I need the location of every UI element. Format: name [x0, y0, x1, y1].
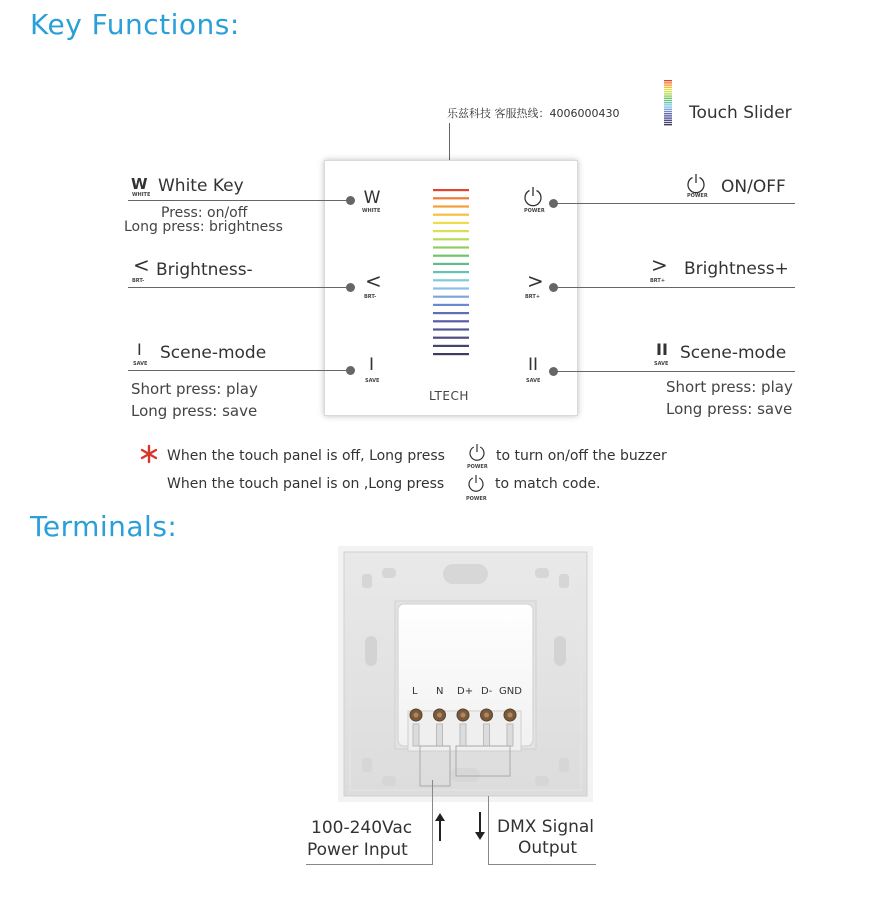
scene-left-leader-line: [128, 370, 352, 371]
white-key-legend-tag: WHITE: [132, 192, 151, 198]
slider-legend-segment: [664, 106, 672, 107]
brightness-plus-label: Brightness+: [684, 259, 789, 279]
slider-legend-segment: [664, 120, 672, 121]
slider-segment: [433, 296, 469, 298]
onoff-label: ON/OFF: [721, 177, 786, 197]
slider-segment: [433, 320, 469, 322]
terminal-screw-head: [461, 713, 466, 718]
slider-segment: [433, 230, 469, 232]
brightness-plus-button[interactable]: >: [527, 269, 544, 293]
slider-legend-segment: [664, 113, 672, 114]
scene-left-legend-glyph: I: [137, 340, 142, 359]
dmx-output-caption-1: DMX Signal: [497, 817, 595, 837]
white-key-tag: WHITE: [362, 208, 381, 214]
slider-segment: [433, 238, 469, 240]
brightness-plus-legend-glyph: >: [651, 253, 668, 277]
wire-bundle: [456, 746, 510, 776]
terminal-screw-row: [338, 546, 593, 802]
slider-segment: [433, 246, 469, 248]
slider-segment: [433, 189, 469, 191]
scene-left-desc-2: Long press: save: [131, 402, 258, 420]
brightness-minus-label: Brightness-: [156, 260, 253, 280]
scene-right-legend-tag: SAVE: [654, 361, 669, 367]
power-icon: [522, 185, 544, 207]
scene-right-desc-1: Short press: play: [666, 378, 793, 396]
brightness-plus-tag: BRT+: [525, 294, 541, 300]
terminal-label-l: L: [412, 686, 418, 697]
terminal-wire: [437, 724, 443, 746]
slider-segment: [433, 222, 469, 224]
terminals-heading: Terminals:: [30, 510, 178, 543]
power-input-caption-1: 100-240Vac: [311, 818, 413, 838]
slider-segment: [433, 279, 469, 281]
brightness-minus-button[interactable]: <: [365, 269, 382, 293]
slider-legend-segment: [664, 117, 672, 118]
arrow-up-icon: [434, 812, 446, 846]
terminal-backplate: [338, 546, 593, 802]
power-input-caption-2: Power Input: [307, 840, 408, 860]
scene-right-leader-line: [554, 371, 795, 372]
slider-legend-segment: [664, 82, 672, 83]
scene-left-leader-dot: [346, 366, 355, 375]
brightness-minus-leader-dot: [346, 283, 355, 292]
arrow-down-icon: [474, 811, 486, 845]
key-functions-heading: Key Functions:: [30, 8, 240, 41]
slider-segment: [433, 312, 469, 314]
terminal-label-dplus: D+: [457, 686, 474, 697]
power-legend-tag: POWER: [687, 193, 708, 199]
onoff-leader-dot: [549, 199, 558, 208]
slider-legend-segment: [664, 100, 672, 101]
slider-legend-segment: [664, 84, 672, 85]
scene-right-desc-2: Long press: save: [666, 400, 793, 418]
slider-legend-segment: [664, 93, 672, 94]
brightness-plus-legend-tag: BRT+: [650, 278, 666, 284]
scene-right-legend-glyph: II: [656, 340, 668, 359]
slider-legend-segment: [664, 91, 672, 92]
terminal-wire: [460, 724, 466, 746]
brightness-plus-leader-dot: [549, 283, 558, 292]
slider-legend-segment: [664, 124, 672, 125]
slider-legend-segment: [664, 80, 672, 81]
power-input-leader: [432, 780, 433, 864]
slider-segment: [433, 328, 469, 330]
terminal-screw-head: [414, 713, 419, 718]
terminal-label-n: N: [436, 686, 444, 697]
scene-right-label: Scene-mode: [680, 343, 787, 363]
slider-segment: [433, 353, 469, 355]
slider-segment: [433, 304, 469, 306]
scene-left-legend-tag: SAVE: [133, 361, 148, 367]
brightness-minus-legend-tag: BRT-: [132, 278, 145, 284]
dmx-output-leader: [488, 796, 489, 864]
slider-legend-segment: [664, 87, 672, 88]
terminal-screw-head: [484, 713, 489, 718]
terminal-screw-head: [508, 713, 513, 718]
note-2-start: When the touch panel is on ,Long press: [167, 476, 445, 492]
slider-segment: [433, 287, 469, 289]
scene-save-1-button[interactable]: I: [369, 355, 375, 375]
scene-save-2-tag: SAVE: [526, 378, 541, 384]
touch-slider-label: Touch Slider: [689, 103, 792, 123]
terminal-label-row: [412, 686, 524, 700]
scene-right-leader-dot: [549, 367, 558, 376]
note-2-power-tag: POWER: [466, 496, 487, 502]
scene-left-desc-1: Short press: play: [131, 380, 258, 398]
note-1-power-icon: [467, 442, 487, 466]
slider-legend-segment: [664, 109, 672, 110]
wire-bundle: [420, 746, 450, 786]
note-1-start: When the touch panel is off, Long press: [167, 448, 445, 464]
slider-legend-segment: [664, 89, 672, 90]
dmx-output-caption-2: Output: [518, 838, 578, 858]
terminal-label-gnd: GND: [499, 686, 522, 697]
note-1-end: to turn on/off the buzzer: [496, 448, 667, 464]
hotline-text: 乐兹科技 客服热线：4006000430: [447, 107, 620, 120]
slider-legend-segment: [664, 102, 672, 103]
slider-segment: [433, 337, 469, 339]
slider-segment: [433, 214, 469, 216]
slider-legend-segment: [664, 111, 672, 112]
asterisk-icon: [139, 444, 159, 468]
slider-segment: [433, 345, 469, 347]
scene-save-2-button[interactable]: II: [528, 355, 539, 375]
slider-legend-segment: [664, 98, 672, 99]
terminal-wire: [484, 724, 490, 746]
power-tag: POWER: [524, 208, 545, 214]
slider-legend-segment: [664, 95, 672, 96]
white-key-button[interactable]: W: [363, 188, 381, 208]
dmx-output-underline: [488, 864, 596, 865]
scene-save-1-tag: SAVE: [365, 378, 380, 384]
slider-legend-segment: [664, 122, 672, 123]
white-key-legend-glyph: W: [131, 175, 148, 193]
terminal-wire: [413, 724, 419, 746]
slider-segment: [433, 271, 469, 273]
power-input-underline: [306, 864, 433, 865]
note-2-end: to match code.: [495, 476, 601, 492]
brightness-minus-tag: BRT-: [364, 294, 377, 300]
scene-left-label: Scene-mode: [160, 343, 267, 363]
slider-segment: [433, 255, 469, 257]
slider-segment: [433, 263, 469, 265]
panel-touch-slider[interactable]: [433, 185, 471, 393]
note-1-power-tag: POWER: [467, 464, 488, 470]
terminal-wire: [507, 724, 513, 746]
slider-legend-segment: [664, 115, 672, 116]
slider-segment: [433, 197, 469, 199]
note-2-power-icon: [466, 473, 486, 497]
onoff-leader-line: [554, 203, 795, 204]
white-key-label: White Key: [158, 176, 244, 196]
terminal-screw-head: [437, 713, 442, 718]
slider-legend-segment: [664, 104, 672, 105]
slider-segment: [433, 205, 469, 207]
white-key-desc-2: Long press: brightness: [124, 219, 283, 235]
brand-logo: LTECH: [429, 389, 469, 403]
white-key-leader-dot: [346, 196, 355, 205]
terminal-label-dminus: D-: [481, 686, 493, 697]
brightness-plus-leader-line: [554, 287, 795, 288]
brightness-minus-legend-glyph: <: [133, 253, 150, 277]
touch-panel: [324, 160, 578, 416]
white-key-leader-line: [128, 200, 352, 201]
brightness-minus-leader-line: [128, 287, 352, 288]
touch-slider-icon: [664, 80, 672, 126]
white-key-desc-1: Press: on/off: [161, 205, 248, 221]
